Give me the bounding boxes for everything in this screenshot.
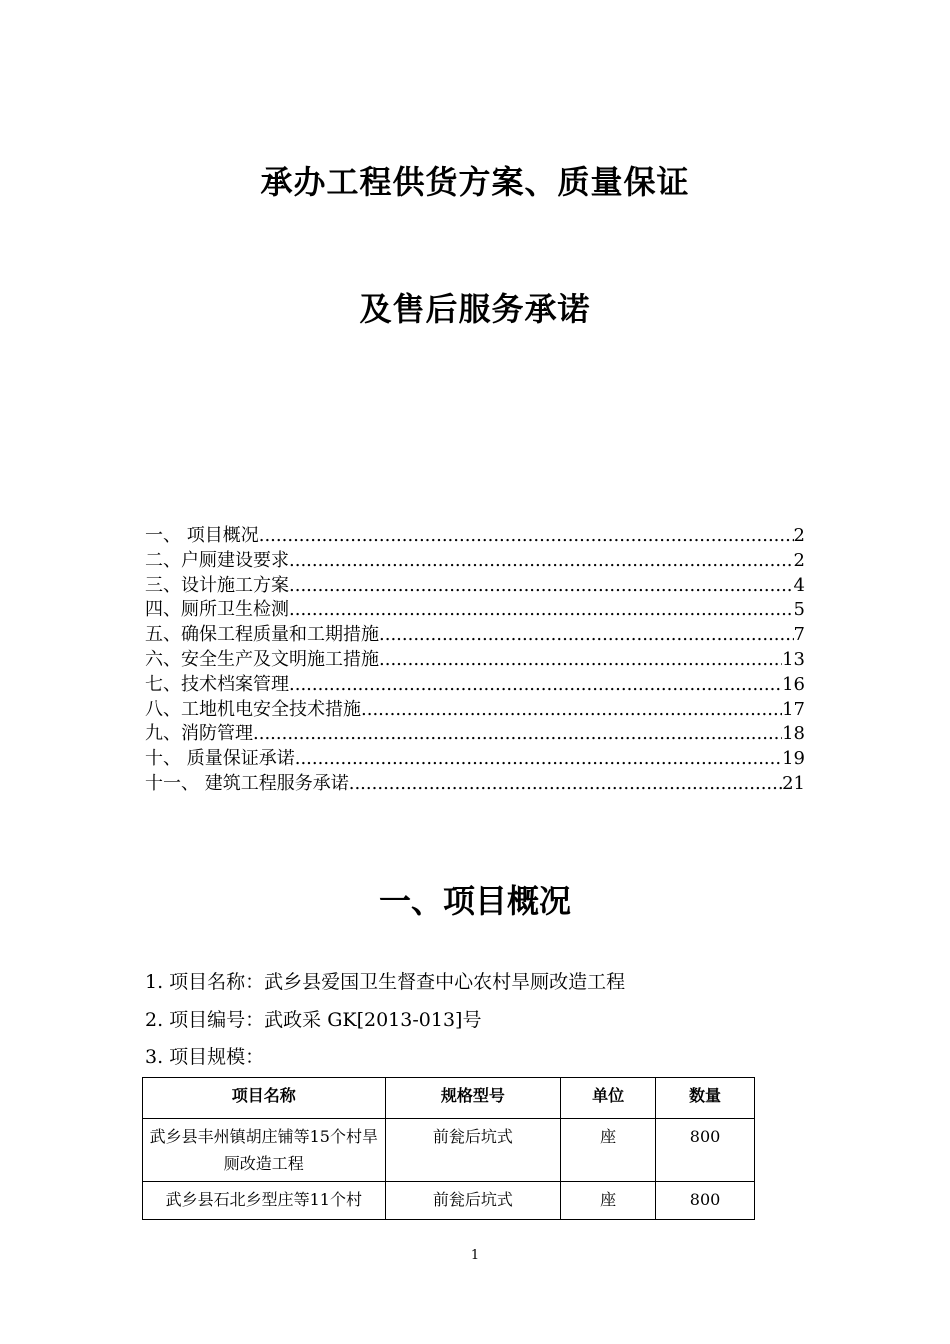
toc-entry-page: 18	[782, 723, 805, 745]
header-project-name: 项目名称	[143, 1078, 386, 1119]
toc-entry-page: 5	[793, 599, 805, 621]
toc-entry-page: 4	[793, 574, 805, 596]
table-header-row	[143, 1078, 755, 1119]
toc-entry-label: 八、工地机电安全技术措施	[145, 698, 361, 720]
toc-entry-label: 七、技术档案管理	[145, 673, 289, 695]
cell-spec-model: 前瓮后坑式	[385, 1182, 561, 1220]
section-heading: 一、项目概况	[378, 882, 571, 920]
table-row	[143, 1182, 755, 1220]
toc-entry-label: 五、确保工程质量和工期措施	[145, 624, 379, 646]
toc-entry-page: 2	[793, 549, 805, 571]
toc-entry[interactable]	[145, 747, 805, 772]
toc-entry[interactable]	[145, 598, 805, 623]
toc-entry-label: 十、 质量保证承诺	[145, 748, 295, 770]
toc-entry[interactable]	[145, 673, 805, 698]
cell-project-name: 武乡县石北乡型庄等11个村	[143, 1182, 386, 1220]
document-title-line1: 承办工程供货方案、质量保证	[260, 163, 690, 201]
toc-entry[interactable]	[145, 574, 805, 599]
toc-entry[interactable]	[145, 772, 805, 797]
toc-entry-label: 十一、 建筑工程服务承诺	[145, 772, 349, 794]
page-number: 1	[470, 1248, 480, 1263]
project-name-line: 1. 项目名称：武乡县爱国卫生督查中心农村旱厕改造工程	[145, 971, 626, 993]
toc-entry-page: 21	[782, 772, 805, 794]
cell-quantity: 800	[656, 1182, 755, 1220]
cell-project-name: 武乡县丰州镇胡庄铺等15个村旱厕改造工程	[143, 1119, 386, 1182]
toc-entry-page: 7	[793, 624, 805, 646]
document-title-line2: 及售后服务承诺	[359, 290, 591, 328]
toc-entry-label: 二、户厕建设要求	[145, 549, 289, 571]
toc-entry-page: 19	[782, 748, 805, 770]
cell-quantity: 800	[656, 1119, 755, 1182]
toc-leader	[379, 623, 794, 648]
toc-entry-page: 16	[782, 673, 805, 695]
toc-entry[interactable]	[145, 524, 805, 549]
toc-entry-label: 六、安全生产及文明施工措施	[145, 648, 379, 670]
table-of-contents	[145, 524, 805, 797]
toc-entry-page: 17	[782, 698, 805, 720]
toc-entry[interactable]	[145, 623, 805, 648]
toc-leader	[289, 549, 794, 574]
toc-entry-page: 13	[782, 648, 805, 670]
toc-leader	[289, 574, 794, 599]
toc-leader	[349, 772, 782, 797]
toc-leader	[259, 524, 794, 549]
project-number-line: 2. 项目编号：武政采 GK[2013-013]号	[145, 1009, 482, 1031]
toc-leader	[379, 648, 782, 673]
toc-leader	[253, 722, 782, 747]
toc-entry[interactable]	[145, 698, 805, 723]
cell-spec-model: 前瓮后坑式	[385, 1119, 561, 1182]
toc-entry-label: 四、厕所卫生检测	[145, 599, 289, 621]
toc-leader	[361, 698, 782, 723]
project-scale-line: 3. 项目规模：	[145, 1046, 265, 1068]
toc-entry[interactable]	[145, 648, 805, 673]
toc-entry-label: 三、设计施工方案	[145, 574, 289, 596]
table-row	[143, 1119, 755, 1182]
header-unit: 单位	[561, 1078, 656, 1119]
toc-leader	[289, 598, 794, 623]
toc-entry[interactable]	[145, 549, 805, 574]
toc-entry-label: 九、消防管理	[145, 723, 253, 745]
toc-entry-page: 2	[793, 525, 805, 546]
toc-entry-label: 一、 项目概况	[145, 525, 259, 546]
cell-unit: 座	[561, 1182, 656, 1220]
project-scale-table	[142, 1077, 755, 1220]
header-spec-model: 规格型号	[385, 1078, 561, 1119]
cell-unit: 座	[561, 1119, 656, 1182]
header-quantity: 数量	[656, 1078, 755, 1119]
toc-leader	[289, 673, 782, 698]
toc-leader	[295, 747, 782, 772]
toc-entry[interactable]	[145, 722, 805, 747]
